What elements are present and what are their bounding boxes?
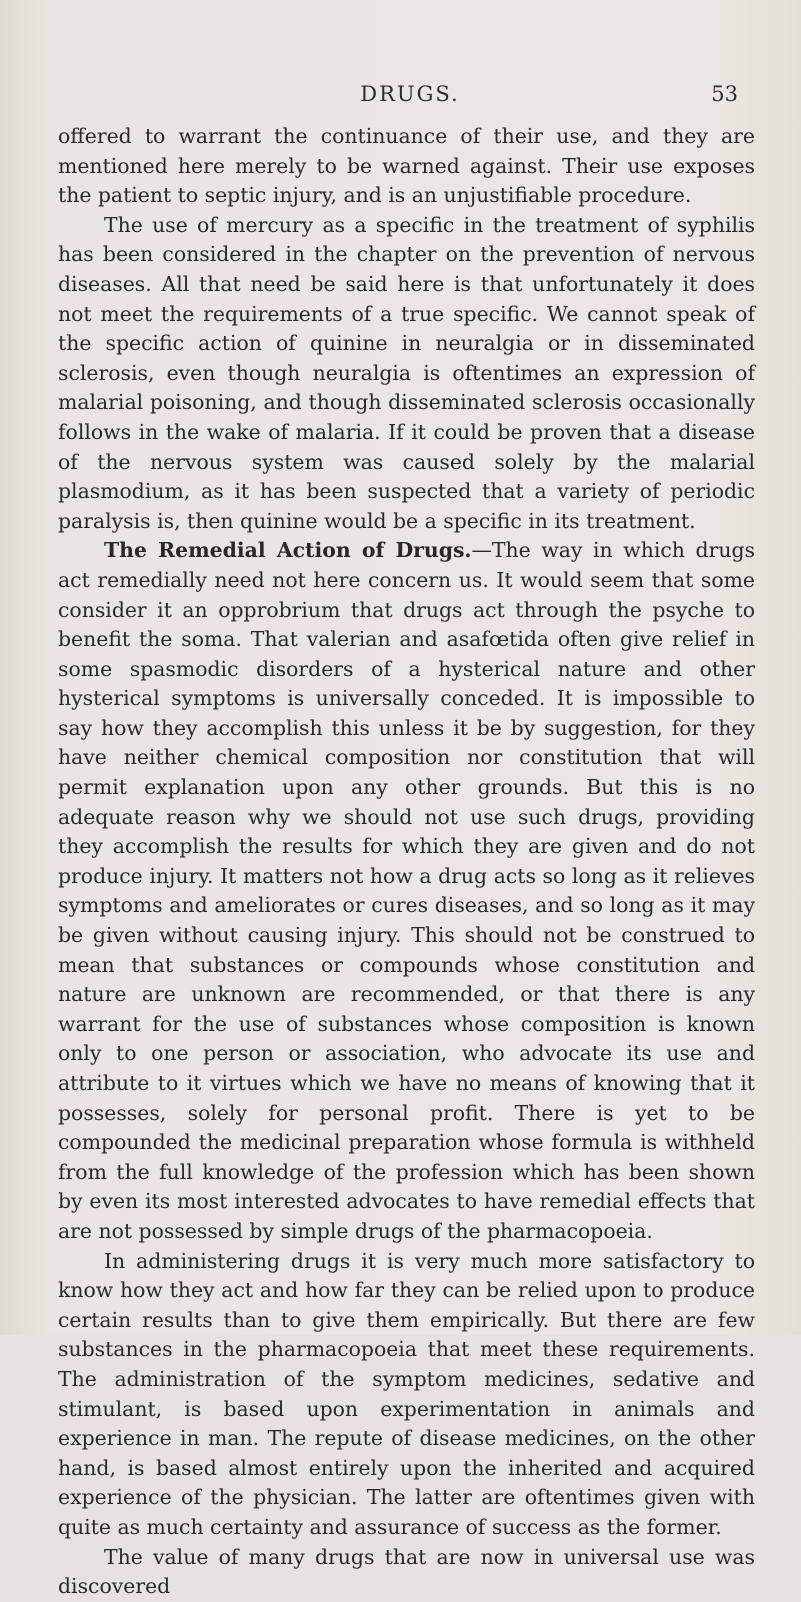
paragraph-text: —The way in which drugs act remedially need not here concern us. It would seem that some consider it an opprobrium that drugs act through the psyche to benefit the soma. That valerian and asafœtida often give relief in some spasmodic disorders of a hysterical nature and other hysterical symptoms is universally conceded. It is impossible to say how they accomplish this unless it be by suggestion, for they have neither chemical composition nor constitution that will permit explanation upon any other grounds. But this is no adequate reason why we should not use such drugs, providing they accomplish the results for which they are given and do not produce injury. It matters not how a drug acts so long as it relieves symptoms and ameliorates or cures diseases, and so long as it may be given without causing injury. This should not be construed to mean that substances or compounds whose constitution and nature are unknown are recommended, or that there is any warrant for the use of substances whose composition is known only to one person or association, who advocate its use and attribute to it virtues which we have no means of knowing that it possesses, solely for personal profit. There is yet to be compounded the medicinal preparation whose formula is withheld from the full knowledge of the profession which has been shown by even its most interested advocates to have remedial effects that are not possessed by simple drugs of the pharmacopoeia. [58,538,755,1243]
paragraph-mercury [58,211,755,537]
paragraph-text: The value of many drugs that are now in universal use was discovered [58,1544,755,1599]
paragraph-remedial-action [58,536,755,1246]
body-text [58,122,755,1602]
running-title: DRUGS. [360,82,460,106]
running-head [60,82,760,112]
paragraph-text: In administering drugs it is very much more satisfactory to know how they act and how far they can be relied upon to produce certain results than to give them empirically. But there are few substances in the pharmacopoeia that meet these requirements. The administration of the symptom medicines, sedative and stimulant, is based upon experimentation in animals and experience in man. The repute of disease medicines, on the other hand, is based almost entirely upon the inherited and acquired experience of the physician. The latter are oftentimes given with quite as much certainty and assurance of success as the former. [58,1248,755,1539]
paragraph-value [58,1543,755,1602]
paragraph-text: The use of mercury as a specific in the treatment of syphilis has been considered in the chapter on the prevention of nervous diseases. All that need be said here is that unfortunately it does not meet the requirements of a true specific. We cannot speak of the specific action of quinine in neuralgia or in disseminated sclerosis, even though neuralgia is oftentimes an expression of malarial poisoning, and though disseminated sclerosis occasionally follows in the wake of malaria. If it could be proven that a disease of the nervous system was caused solely by the malarial plasmodium, as it has been suspected that a variety of periodic paralysis is, then quinine would be a specific in its treatment. [58,212,755,533]
paragraph-administering [58,1247,755,1543]
page-number: 53 [711,82,738,106]
paragraph-continued [58,122,755,211]
paragraph-text: offered to warrant the continuance of their use, and they are mentioned here merely to be warned against. Their use exposes the patient to septic injury, and is an unjustifiable procedure. [58,124,755,208]
section-heading: The Remedial Action of Drugs. [104,538,472,563]
